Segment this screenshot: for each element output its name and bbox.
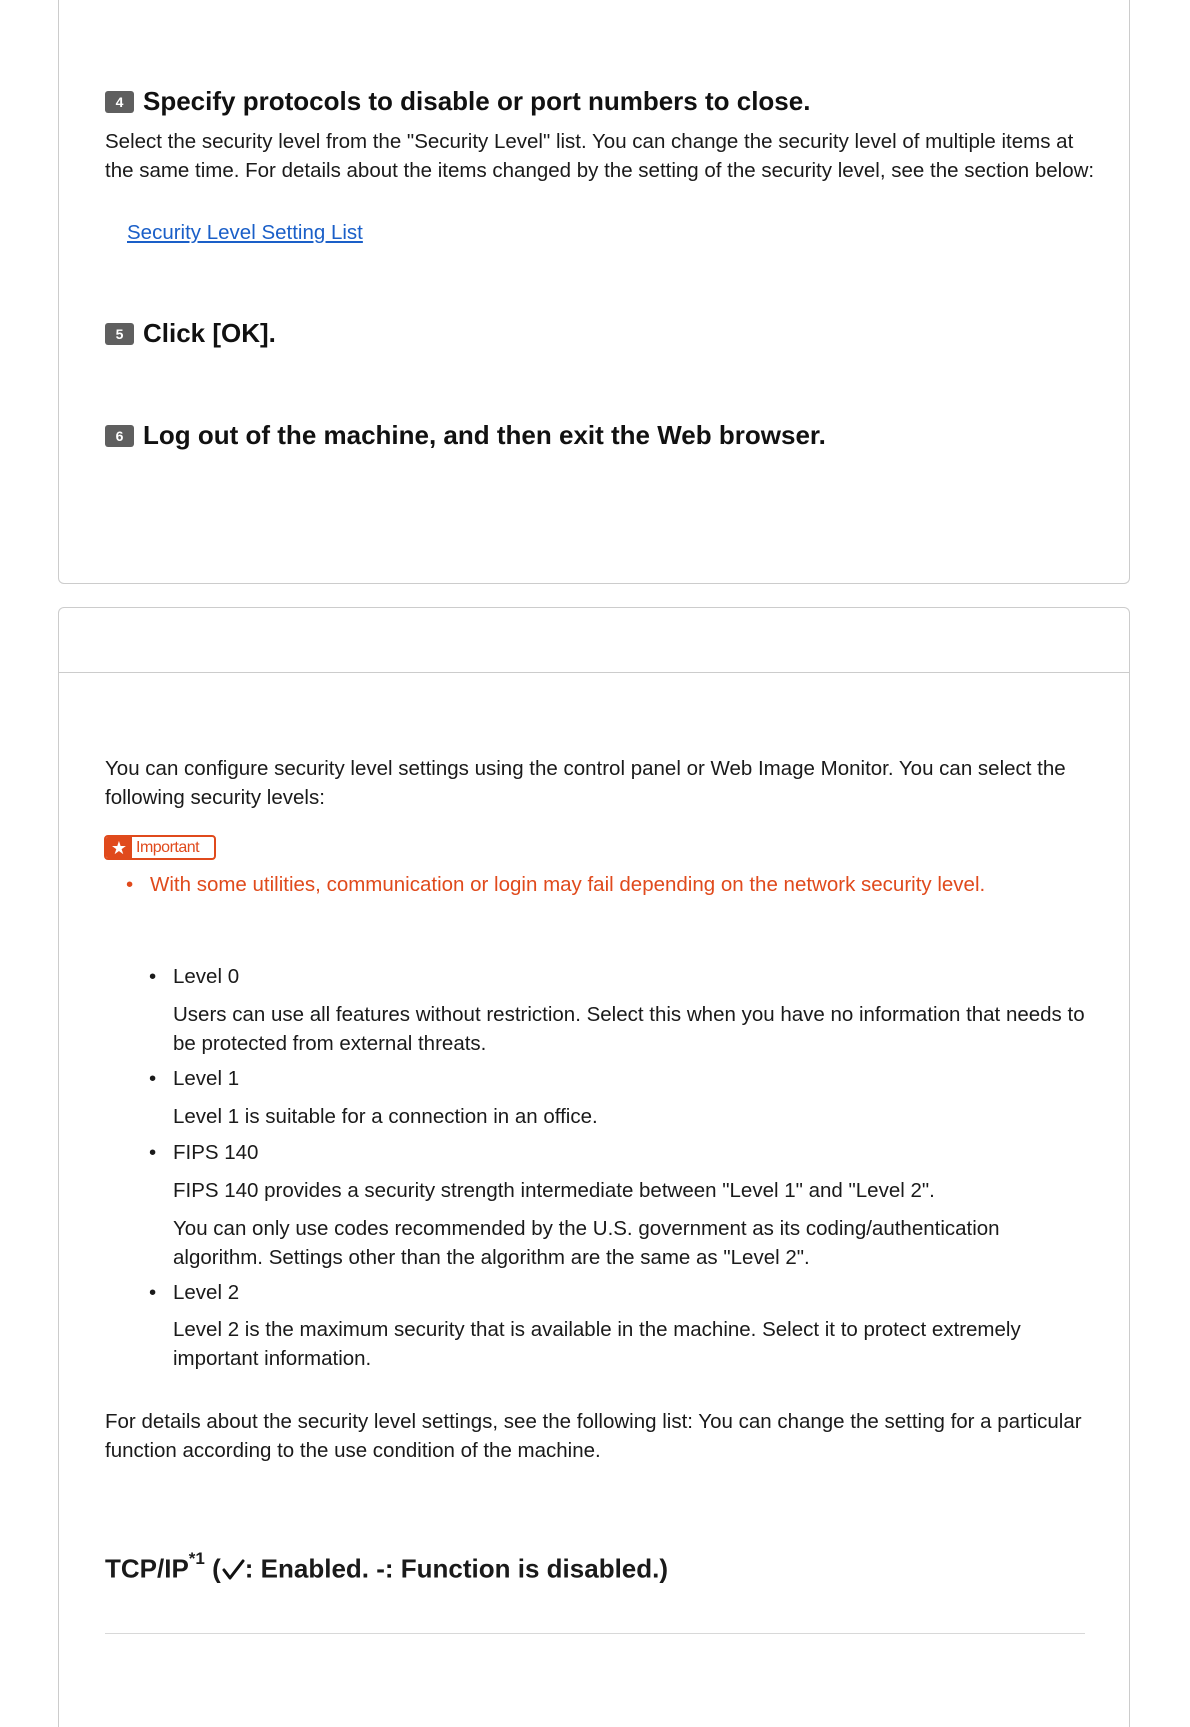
level-2-desc: Level 2 is the maximum security that is available in the machine. Select it to protect extremely important information. (173, 1318, 1021, 1370)
level-1-desc: Level 1 is suitable for a connection in an office. (173, 1105, 598, 1128)
step-4-heading (105, 86, 810, 117)
step-6-title: Log out of the machine, and then exit the Web browser. (143, 420, 826, 450)
step-5-title: Click [OK]. (143, 318, 276, 348)
footnote-marker: *1 (188, 1549, 205, 1568)
tcpip-label: TCP/IP (105, 1553, 189, 1584)
level-0-item: • Level 0 (173, 962, 239, 991)
table-top-rule (105, 1633, 1085, 1634)
details-text: For details about the security level settings, see the following list: You can change the setting for a particular function according to the use condition of the machine. (105, 1410, 1082, 1462)
step-4-title: Specify protocols to disable or port numbers to close. (143, 86, 811, 116)
step-4-body: Select the security level from the "Security Level" list. You can change the security level of multiple items at the same time. For details about the items changed by the setting of the security level, see the section below: (105, 130, 1095, 182)
important-badge (104, 835, 216, 860)
procedure-panel (58, 0, 1130, 584)
level-1-item: • Level 1 (173, 1064, 239, 1093)
level-0-desc: Users can use all features without restriction. Select this when you have no information that needs to be protected from external threats. (173, 1003, 1085, 1055)
heading-open-paren: ( (212, 1553, 221, 1584)
level-2-item: • Level 2 (173, 1278, 239, 1307)
star-icon: ★ (106, 837, 132, 858)
important-label: Important (136, 839, 200, 856)
security-level-panel (58, 607, 1130, 1727)
intro-text: You can configure security level settings using the control panel or Web Image Monitor. You can select the following security levels: (105, 757, 1066, 809)
fips-140-desc-2: You can only use codes recommended by the U.S. government as its coding/authentication algorithm. Settings other than the algorithm are the same as "Level 2". (173, 1217, 1000, 1269)
heading-legend: : Enabled. -: Function is disabled.) (244, 1553, 669, 1584)
step-5-heading (105, 318, 276, 349)
panel-header (59, 608, 1129, 673)
step-6-heading (105, 420, 826, 451)
step-6-number: 6 (105, 425, 134, 447)
checkmark-icon (221, 1558, 245, 1582)
security-level-setting-list-link[interactable]: Security Level Setting List (127, 221, 363, 244)
step-4-number: 4 (105, 91, 134, 113)
important-note: • With some utilities, communication or login may fail depending on the network security level. (150, 870, 985, 899)
fips-140-desc-1: FIPS 140 provides a security strength intermediate between "Level 1" and "Level 2". (173, 1179, 935, 1202)
tcpip-table-heading (105, 1549, 669, 1585)
fips-140-item: • FIPS 140 (173, 1138, 258, 1167)
step-5-number: 5 (105, 323, 134, 345)
